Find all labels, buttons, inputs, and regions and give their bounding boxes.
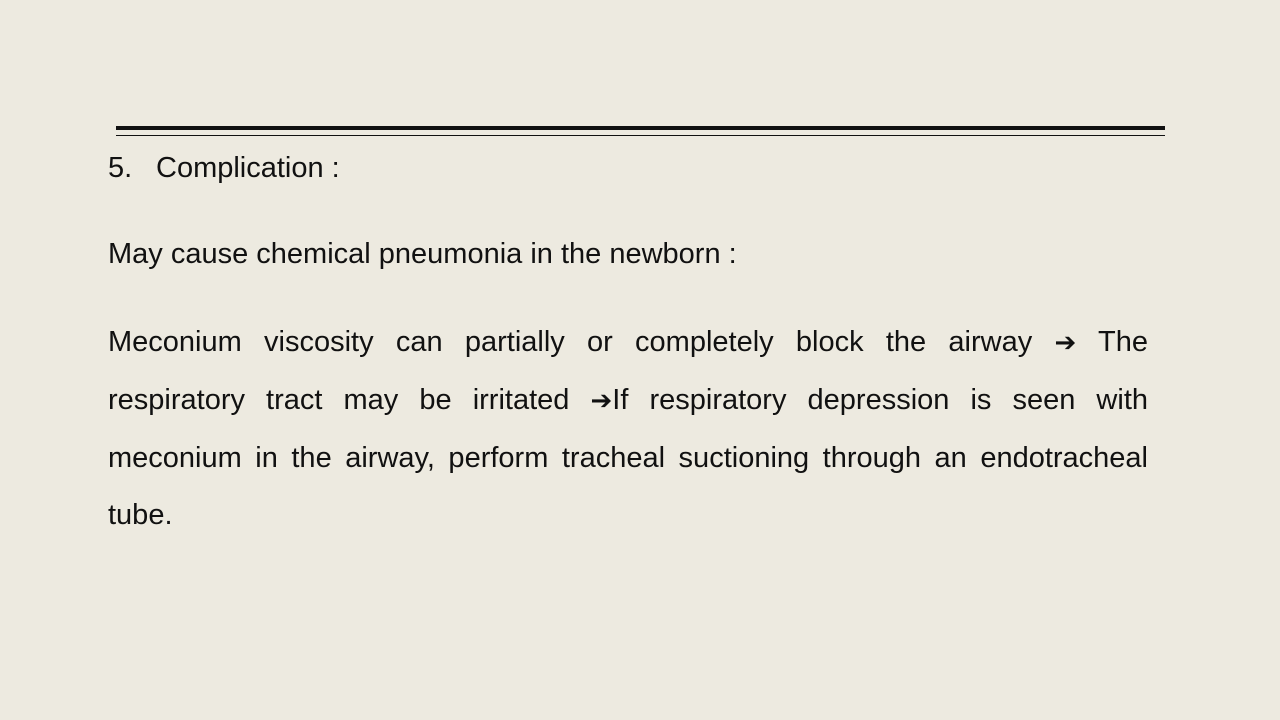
paragraph-part-3: If respiratory depression is seen with meconium in the airway, perform tracheal suctioning through an endotracheal tube. bbox=[108, 384, 1148, 531]
header-rule-thick bbox=[116, 126, 1165, 130]
paragraph-part-2: The respiratory tract may be irritated bbox=[108, 326, 1148, 416]
heading-title: Complication : bbox=[156, 152, 340, 184]
section-heading bbox=[108, 150, 340, 186]
header-rule-thin bbox=[116, 135, 1165, 136]
arrow-right-icon: ➔ bbox=[1054, 328, 1077, 358]
arrow-right-icon: ➔ bbox=[590, 386, 613, 416]
body-paragraph bbox=[108, 314, 1148, 544]
subheading: May cause chemical pneumonia in the newborn : bbox=[108, 238, 737, 270]
heading-number: 5. bbox=[108, 152, 133, 184]
paragraph-part-1: Meconium viscosity can partially or completely block the airway bbox=[108, 326, 1033, 358]
